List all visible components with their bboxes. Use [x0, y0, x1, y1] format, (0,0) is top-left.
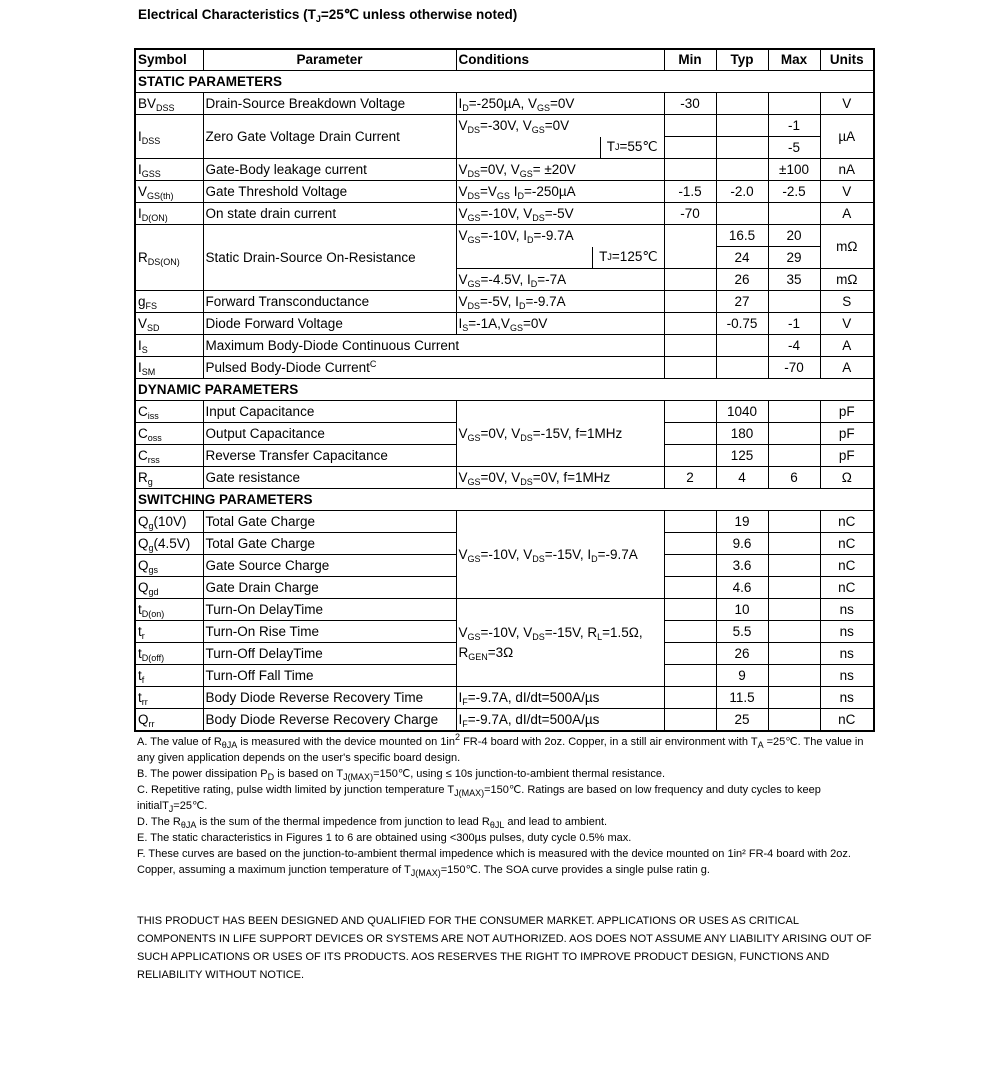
- typ-cell: 19: [716, 511, 768, 533]
- conditions-cell: $V_{GS}=-10V$, $V_{DS}=-15V$, $I_D=-9.7A$: [456, 511, 664, 599]
- header-min: Min: [664, 49, 716, 71]
- typ-cell: 9: [716, 665, 768, 687]
- conditions-cell: $V_{DS}=0V$, $V_{GS}= \pm 20V$: [456, 159, 664, 181]
- min-cell: [664, 555, 716, 577]
- section-switching: SWITCHING PARAMETERS: [135, 489, 874, 511]
- min-cell: [664, 115, 716, 137]
- min-cell: [664, 665, 716, 687]
- typ-cell: 4: [716, 467, 768, 489]
- units-cell: S: [820, 291, 874, 313]
- typ-cell: -2.0: [716, 181, 768, 203]
- max-cell: ±100: [768, 159, 820, 181]
- symbol-cell: $I_{GSS}$: [135, 159, 203, 181]
- table-row: [135, 115, 874, 137]
- parameter-cell: Input Capacitance: [203, 401, 456, 423]
- switch-condition-line1: $V_{GS}=-10V$, $V_{DS}=-15V$, $R_L=1.5\Omega$,: [458, 624, 643, 642]
- disclaimer: THIS PRODUCT HAS BEEN DESIGNED AND QUALIFIED FOR THE CONSUMER MARKET. APPLICATIONS OR USES AS CRITICAL COMPONENTS IN LIFE SUPPORT DEVICES OR SYSTEMS ARE NOT AUTHORIZED. AOS DOES NOT ASSUME ANY LIABILITY ARISING OUT OF SUCH APPLICATIONS OR USES OF ITS PRODUCTS. AOS RESERVES THE RIGHT TO IMPROVE PRODUCT DESIGN, FUNCTIONS AND RELIABILITY WITHOUT NOTICE.: [137, 915, 872, 981]
- units-cell: nC: [820, 511, 874, 533]
- max-cell: 20: [768, 225, 820, 247]
- conditions-cell: $V_{DS}=-5V$, $I_D=-9.7A$: [456, 291, 664, 313]
- table-row: [135, 93, 874, 115]
- min-cell: [664, 577, 716, 599]
- min-cell: [664, 643, 716, 665]
- table-row: [135, 709, 874, 732]
- parameter-cell: Turn-On DelayTime: [203, 599, 456, 621]
- conditions-cell: [456, 247, 664, 269]
- parameter-cell: Diode Forward Voltage: [203, 313, 456, 335]
- units-cell: V: [820, 93, 874, 115]
- max-cell: [768, 511, 820, 533]
- min-cell: 2: [664, 467, 716, 489]
- conditions-cell: $I_F=-9.7A$, dI/dt=500A/µs: [456, 709, 664, 732]
- typ-cell: 10: [716, 599, 768, 621]
- units-cell: nC: [820, 533, 874, 555]
- min-cell: [664, 401, 716, 423]
- max-cell: -70: [768, 357, 820, 379]
- min-cell: [664, 357, 716, 379]
- symbol-cell: $Q_{rr}$: [135, 709, 203, 732]
- table-row: [135, 291, 874, 313]
- max-cell: -1: [768, 115, 820, 137]
- max-cell: [768, 203, 820, 225]
- units-cell: ns: [820, 643, 874, 665]
- symbol-cell: $Q_g(4.5V)$: [135, 533, 203, 555]
- units-cell: nC: [820, 577, 874, 599]
- max-cell: 29: [768, 247, 820, 269]
- parameter-cell: Maximum Body-Diode Continuous Current: [203, 335, 664, 357]
- typ-cell: 24: [716, 247, 768, 269]
- section-static: STATIC PARAMETERS: [135, 71, 874, 93]
- conditions-cell: $V_{GS}=0V$, $V_{DS}=-15V$, f=1MHz: [456, 401, 664, 467]
- units-cell: Ω: [820, 467, 874, 489]
- table-row: [135, 401, 874, 423]
- max-cell: [768, 423, 820, 445]
- symbol-cell: $I_{D(ON)}$: [135, 203, 203, 225]
- switch-condition-line2: $R_{GEN}=3\Omega$: [458, 644, 514, 662]
- units-cell: pF: [820, 423, 874, 445]
- min-cell: [664, 423, 716, 445]
- typ-cell: 4.6: [716, 577, 768, 599]
- max-cell: -5: [768, 137, 820, 159]
- typ-cell: [716, 357, 768, 379]
- tj-condition: T J =55℃: [600, 137, 664, 159]
- min-cell: [664, 225, 716, 269]
- symbol-cell: $I_{SM}$: [135, 357, 203, 379]
- symbol-cell: $g_{FS}$: [135, 291, 203, 313]
- parameter-cell: Pulsed Body-Diode Current$^C$: [203, 357, 664, 379]
- parameter-cell: Body Diode Reverse Recovery Charge: [203, 709, 456, 732]
- conditions-cell: $V_{GS}=0V$, $V_{DS}=0V$, f=1MHz: [456, 467, 664, 489]
- conditions-cell: $V_{GS}=-10V$, $I_D=-9.7A$: [456, 225, 664, 247]
- parameter-cell: Forward Transconductance: [203, 291, 456, 313]
- min-cell: [664, 313, 716, 335]
- min-cell: -1.5: [664, 181, 716, 203]
- parameter-cell: Total Gate Charge: [203, 511, 456, 533]
- min-cell: [664, 159, 716, 181]
- table-row: [135, 335, 874, 357]
- max-cell: [768, 621, 820, 643]
- min-cell: [664, 599, 716, 621]
- typ-cell: 27: [716, 291, 768, 313]
- max-cell: [768, 687, 820, 709]
- typ-cell: -0.75: [716, 313, 768, 335]
- symbol-cell: $V_{SD}$: [135, 313, 203, 335]
- symbol-cell: $BV_{DSS}$: [135, 93, 203, 115]
- header-conditions: Conditions: [456, 49, 664, 71]
- units-cell: A: [820, 357, 874, 379]
- parameter-cell: Zero Gate Voltage Drain Current: [203, 115, 456, 159]
- typ-cell: [716, 159, 768, 181]
- symbol-cell: $I_S$: [135, 335, 203, 357]
- symbol-cell: $R_{DS(ON)}$: [135, 225, 203, 291]
- min-cell: [664, 533, 716, 555]
- parameter-cell: Gate Source Charge: [203, 555, 456, 577]
- units-cell: mΩ: [820, 225, 874, 269]
- max-cell: [768, 555, 820, 577]
- min-cell: [664, 445, 716, 467]
- max-cell: -4: [768, 335, 820, 357]
- max-cell: -2.5: [768, 181, 820, 203]
- symbol-cell: $C_{rss}$: [135, 445, 203, 467]
- typ-cell: 5.5: [716, 621, 768, 643]
- max-cell: [768, 577, 820, 599]
- units-cell: A: [820, 335, 874, 357]
- symbol-cell: $V_{GS(th)}$: [135, 181, 203, 203]
- min-cell: [664, 511, 716, 533]
- conditions-cell: $V_{DS}=-30V$, $V_{GS}=0V$: [456, 115, 664, 137]
- parameter-cell: Gate-Body leakage current: [203, 159, 456, 181]
- parameter-cell: Gate Threshold Voltage: [203, 181, 456, 203]
- symbol-cell: $Q_{gd}$: [135, 577, 203, 599]
- conditions-cell: $I_D=-250\mu A$, $V_{GS}=0V$: [456, 93, 664, 115]
- typ-cell: 16.5: [716, 225, 768, 247]
- units-cell: pF: [820, 445, 874, 467]
- conditions-cell: $V_{GS}=-4.5V$, $I_D=-7A$: [456, 269, 664, 291]
- conditions-cell: $I_F=-9.7A$, dI/dt=500A/µs: [456, 687, 664, 709]
- units-cell: pF: [820, 401, 874, 423]
- header-max: Max: [768, 49, 820, 71]
- min-cell: [664, 269, 716, 291]
- units-cell: nA: [820, 159, 874, 181]
- max-cell: [768, 401, 820, 423]
- header-row: [135, 49, 874, 71]
- max-cell: [768, 665, 820, 687]
- table-row: [135, 159, 874, 181]
- min-cell: [664, 291, 716, 313]
- min-cell: [664, 687, 716, 709]
- symbol-cell: $t_{D(off)}$: [135, 643, 203, 665]
- typ-cell: [716, 203, 768, 225]
- units-cell: ns: [820, 687, 874, 709]
- units-cell: ns: [820, 599, 874, 621]
- units-cell: nC: [820, 709, 874, 732]
- parameter-cell: Total Gate Charge: [203, 533, 456, 555]
- symbol-cell: $t_r$: [135, 621, 203, 643]
- symbol-cell: $Q_g(10V)$: [135, 511, 203, 533]
- table-row: [135, 181, 874, 203]
- conditions-cell: $V_{DS}=V_{GS}$ $I_D=-250\mu A$: [456, 181, 664, 203]
- footnotes: [137, 734, 872, 878]
- min-cell: [664, 709, 716, 732]
- table-row: [135, 203, 874, 225]
- typ-cell: 25: [716, 709, 768, 732]
- units-cell: V: [820, 181, 874, 203]
- symbol-cell: $t_{D(on)}$: [135, 599, 203, 621]
- typ-cell: 26: [716, 643, 768, 665]
- header-parameter: Parameter: [203, 49, 456, 71]
- typ-cell: 180: [716, 423, 768, 445]
- max-cell: [768, 291, 820, 313]
- max-cell: [768, 643, 820, 665]
- typ-cell: 11.5: [716, 687, 768, 709]
- parameter-cell: Gate resistance: [203, 467, 456, 489]
- max-cell: [768, 445, 820, 467]
- table-row: [135, 511, 874, 533]
- typ-cell: 26: [716, 269, 768, 291]
- parameter-cell: Output Capacitance: [203, 423, 456, 445]
- table-row: [135, 687, 874, 709]
- note-d: D. The $R_{\theta JA}$ is the sum of the thermal impedence from junction to lead $R_{\theta JL}$ and lead to ambient.: [137, 816, 608, 830]
- note-e: E. The static characteristics in Figures 1 to 6 are obtained using <300µs pulses, duty cycle 0.5% max.: [137, 832, 632, 844]
- page-title: Electrical Characteristics ($T_J=25℃$ unless otherwise noted): [138, 7, 518, 24]
- max-cell: [768, 599, 820, 621]
- typ-cell: [716, 137, 768, 159]
- symbol-cell: $t_{rr}$: [135, 687, 203, 709]
- parameter-cell: On state drain current: [203, 203, 456, 225]
- electrical-characteristics-table: [134, 48, 875, 732]
- parameter-cell: Drain-Source Breakdown Voltage: [203, 93, 456, 115]
- units-cell: V: [820, 313, 874, 335]
- typ-cell: [716, 93, 768, 115]
- note-f: F. These curves are based on the junction-to-ambient thermal impedence which is measured with the device mounted on 1in² FR-4 board with 2oz. Copper, assuming a maximum junction temperature of $T_{J(MAX)}=150℃$. The SOA curve provides a single pulse ratin g.: [137, 848, 851, 878]
- max-cell: 6: [768, 467, 820, 489]
- parameter-cell: Turn-Off Fall Time: [203, 665, 456, 687]
- parameter-cell: Turn-On Rise Time: [203, 621, 456, 643]
- table-row: [135, 313, 874, 335]
- parameter-cell: Static Drain-Source On-Resistance: [203, 225, 456, 291]
- symbol-cell: $I_{DSS}$: [135, 115, 203, 159]
- symbol-cell: $C_{iss}$: [135, 401, 203, 423]
- header-symbol: Symbol: [135, 49, 203, 71]
- min-cell: -70: [664, 203, 716, 225]
- units-cell: ns: [820, 621, 874, 643]
- min-cell: [664, 335, 716, 357]
- typ-cell: [716, 115, 768, 137]
- min-cell: [664, 137, 716, 159]
- units-cell: mΩ: [820, 269, 874, 291]
- parameter-cell: Gate Drain Charge: [203, 577, 456, 599]
- note-b: B. The power dissipation $P_D$ is based on $T_{J(MAX)}=150℃$, using ≤ 10s junction-to-ambient thermal resistance.: [137, 768, 666, 782]
- section-dynamic: DYNAMIC PARAMETERS: [135, 379, 874, 401]
- units-cell: nC: [820, 555, 874, 577]
- conditions-cell: [456, 599, 664, 687]
- table-row: [135, 467, 874, 489]
- symbol-cell: $Q_{gs}$: [135, 555, 203, 577]
- symbol-cell: $R_g$: [135, 467, 203, 489]
- table-row: [135, 357, 874, 379]
- parameter-cell: Turn-Off DelayTime: [203, 643, 456, 665]
- typ-cell: 3.6: [716, 555, 768, 577]
- parameter-cell: Reverse Transfer Capacitance: [203, 445, 456, 467]
- symbol-cell: $t_f$: [135, 665, 203, 687]
- table-row: [135, 225, 874, 247]
- symbol-cell: $C_{oss}$: [135, 423, 203, 445]
- header-typ: Typ: [716, 49, 768, 71]
- max-cell: [768, 93, 820, 115]
- min-cell: -30: [664, 93, 716, 115]
- typ-cell: 1040: [716, 401, 768, 423]
- conditions-cell: $I_S=-1A,V_{GS}=0V$: [456, 313, 664, 335]
- header-units: Units: [820, 49, 874, 71]
- typ-cell: 125: [716, 445, 768, 467]
- units-cell: ns: [820, 665, 874, 687]
- units-cell: µA: [820, 115, 874, 159]
- conditions-cell: $V_{GS}=-10V$, $V_{DS}=-5V$: [456, 203, 664, 225]
- max-cell: 35: [768, 269, 820, 291]
- max-cell: [768, 709, 820, 732]
- parameter-cell: Body Diode Reverse Recovery Time: [203, 687, 456, 709]
- units-cell: A: [820, 203, 874, 225]
- max-cell: -1: [768, 313, 820, 335]
- max-cell: [768, 533, 820, 555]
- note-a: A. The value of $R_{\theta JA}$ is measured with the device mounted on $1in^2$ FR-4 board with 2oz. Copper, in a still air environment with $T_A$ =25℃. The value in any given application depends on the user's specific board design.: [137, 732, 864, 764]
- table-row: [135, 599, 874, 621]
- note-c: C. Repetitive rating, pulse width limited by junction temperature $T_{J(MAX)}=150℃$. Ratings are based on low frequency and duty cycles to keep initialT$_J$=25℃.: [137, 784, 821, 814]
- typ-cell: 9.6: [716, 533, 768, 555]
- tj-condition: T J =125℃: [592, 247, 663, 269]
- typ-cell: [716, 335, 768, 357]
- min-cell: [664, 621, 716, 643]
- conditions-cell: [456, 137, 664, 159]
